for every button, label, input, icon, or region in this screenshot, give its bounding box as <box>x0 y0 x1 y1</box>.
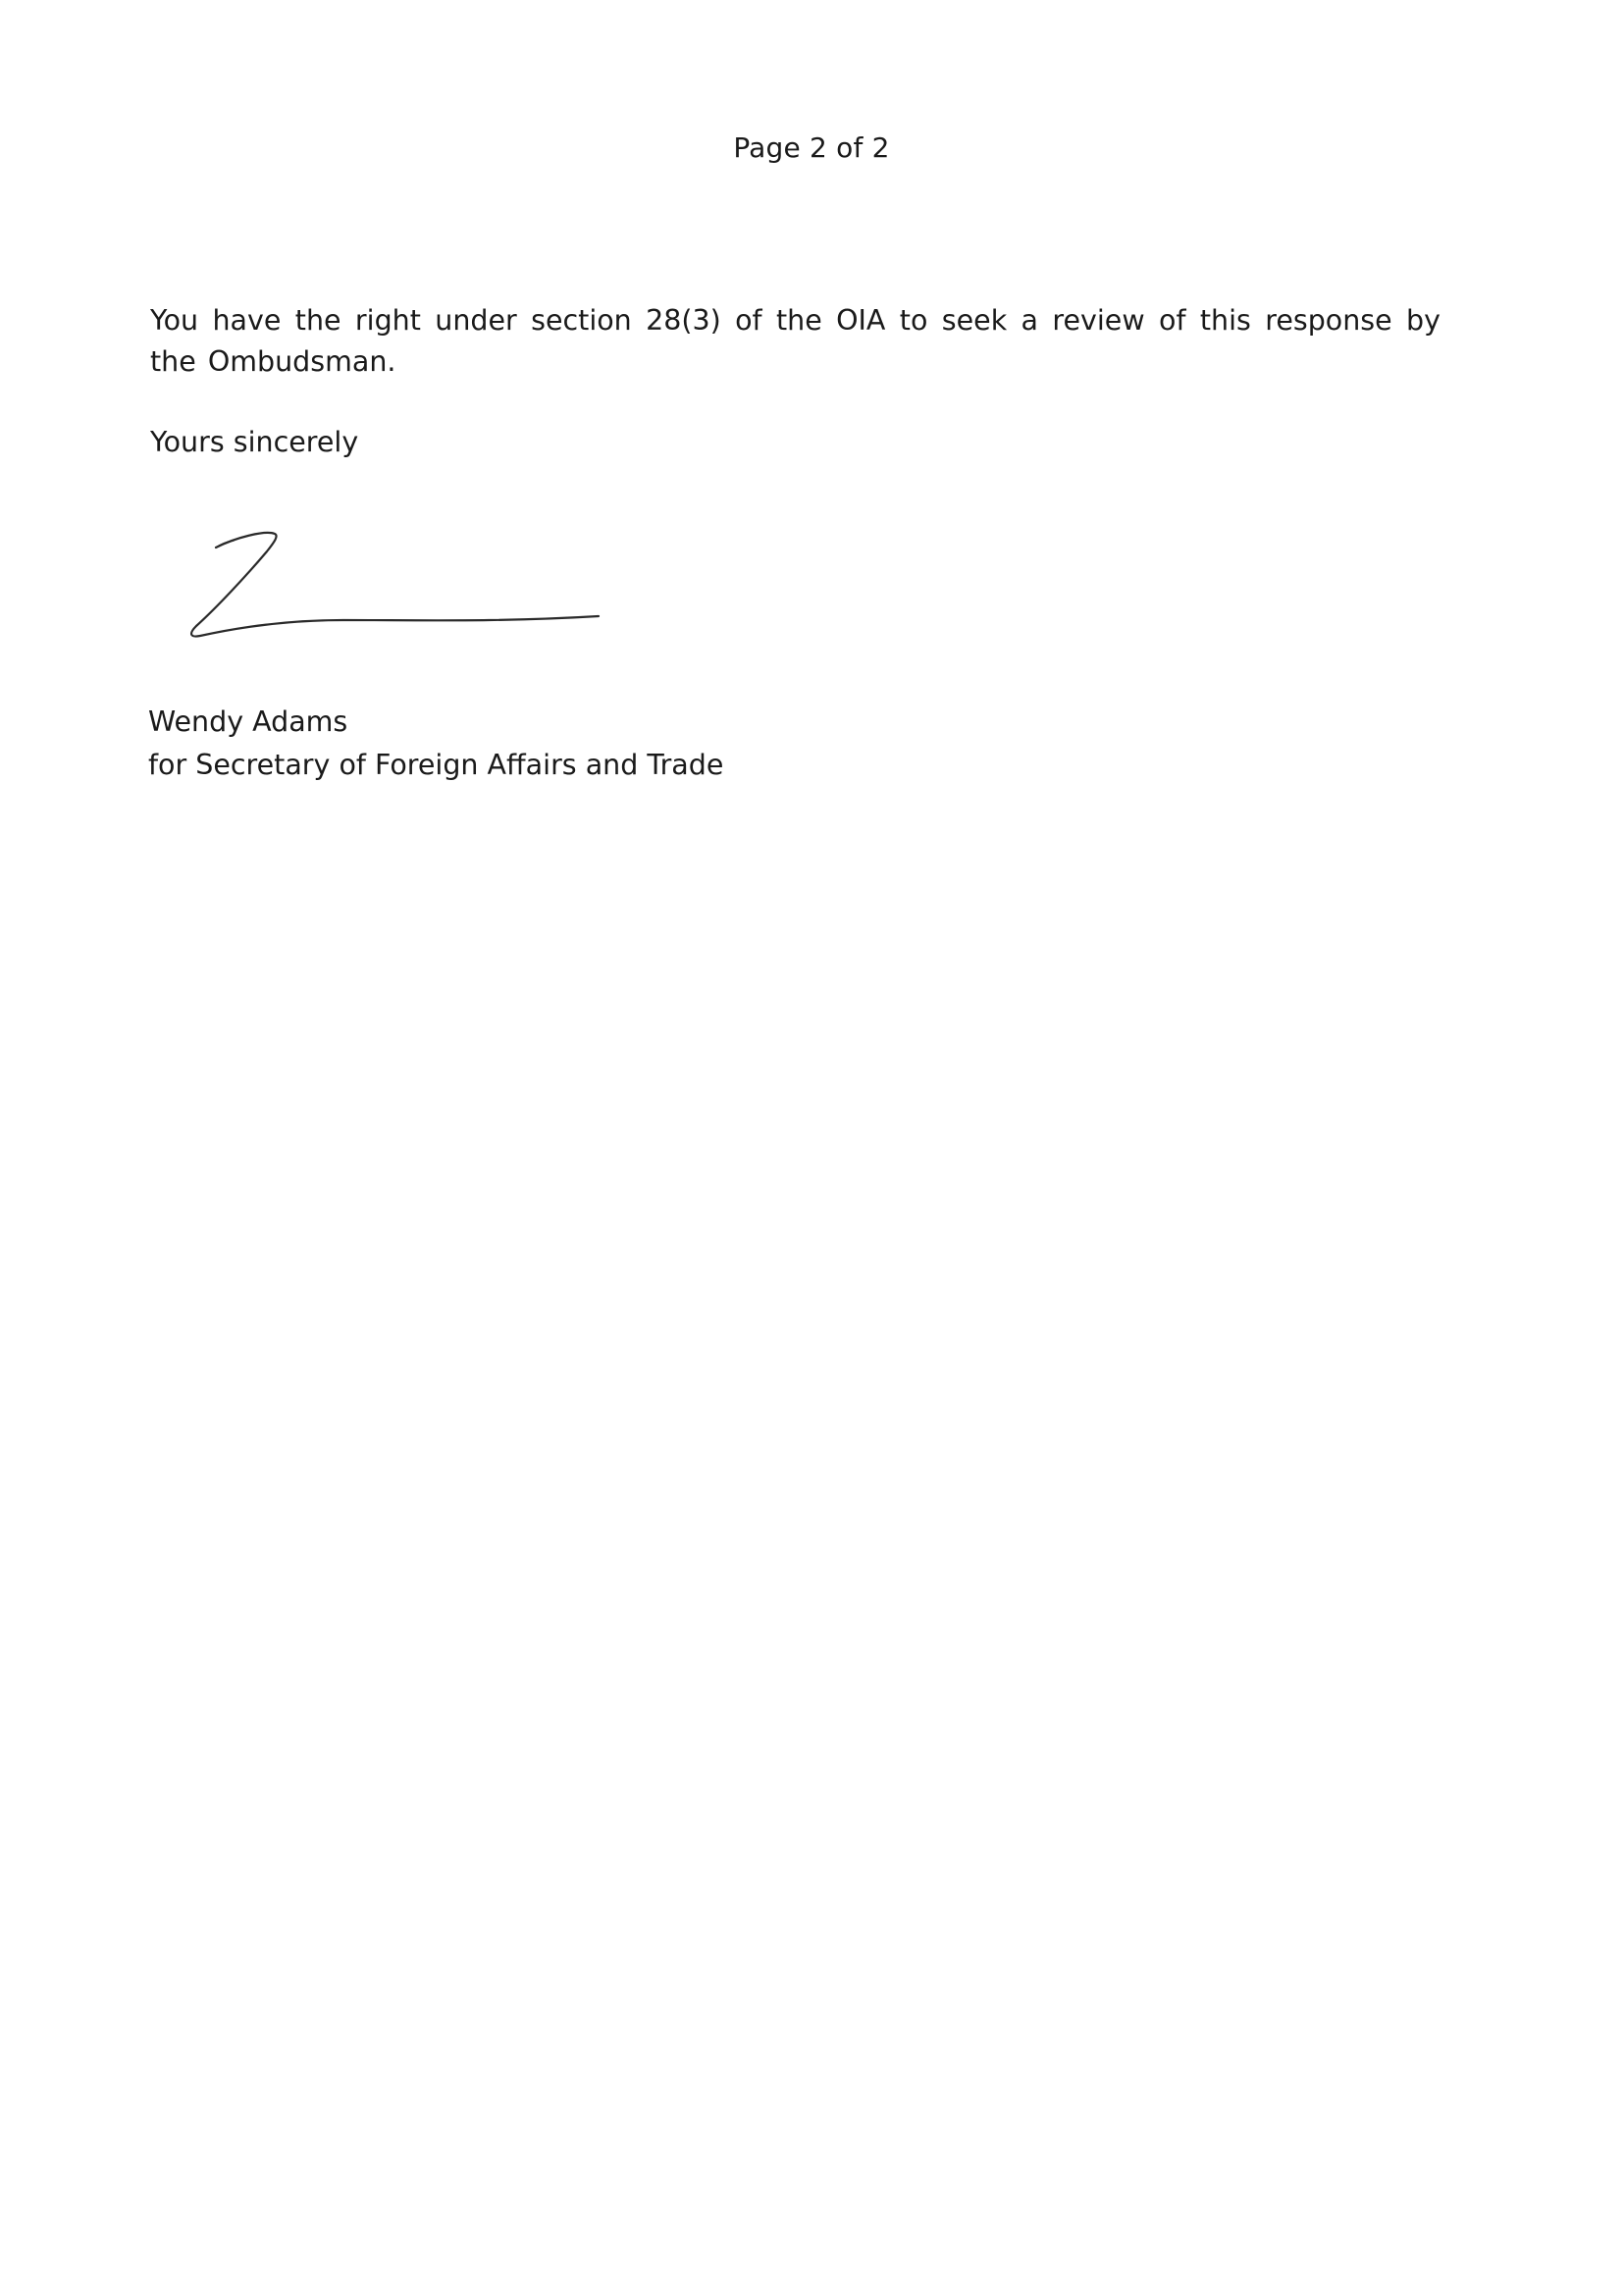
signer-title: for Secretary of Foreign Affairs and Trade <box>148 749 724 781</box>
review-rights-paragraph: You have the right under section 28(3) of the OIA to seek a review of this response by the Ombudsman. <box>150 304 1440 378</box>
signature-icon <box>177 518 608 646</box>
signer-name: Wendy Adams <box>148 705 348 738</box>
page-number: Page 2 of 2 <box>733 131 890 164</box>
valediction: Yours sincerely <box>150 426 359 458</box>
